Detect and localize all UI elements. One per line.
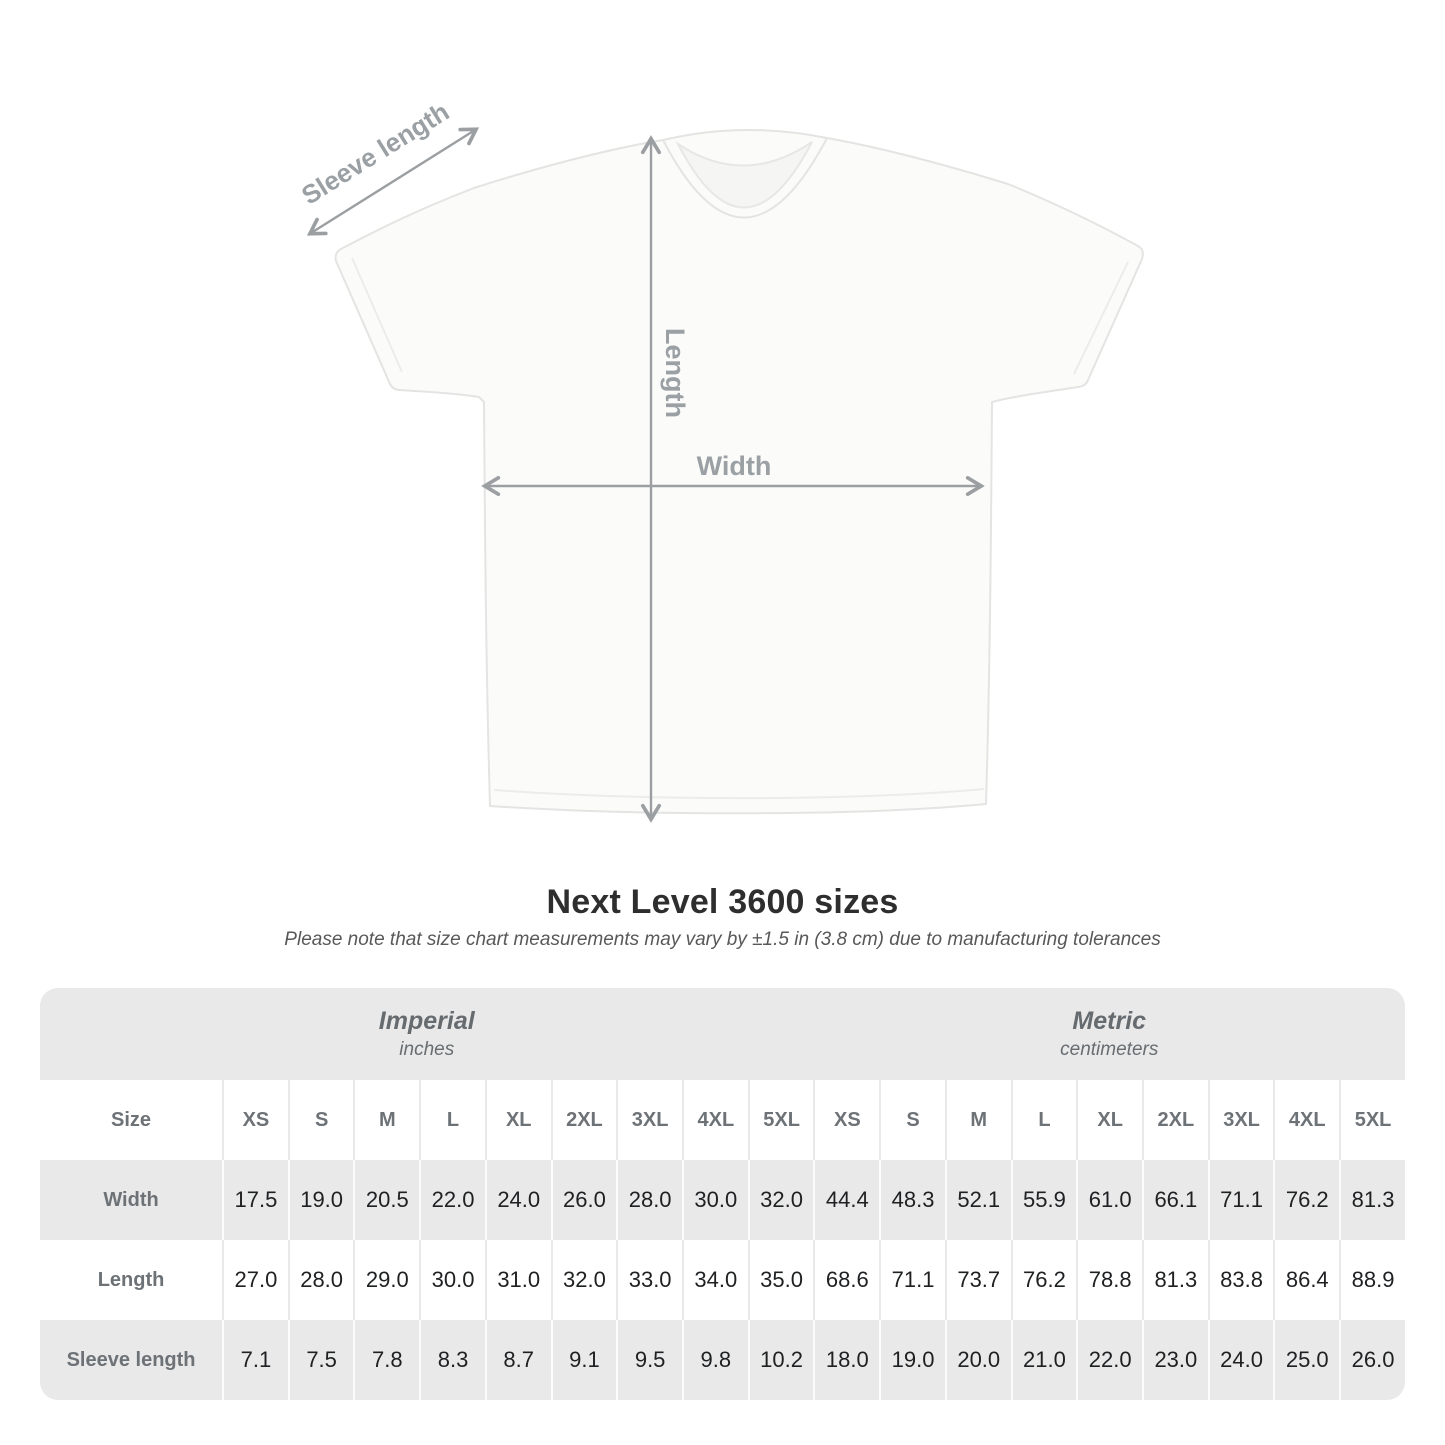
metric-title: Metric: [1072, 1007, 1147, 1035]
size-col-imperial-2xl: 2XL: [551, 1080, 617, 1160]
sleeve-length-metric-2xl: 23.0: [1142, 1320, 1208, 1400]
length-metric-3xl: 83.8: [1208, 1240, 1274, 1320]
width-imperial-3xl: 28.0: [616, 1160, 682, 1240]
width-imperial-5xl: 32.0: [748, 1160, 814, 1240]
length-metric-4xl: 86.4: [1273, 1240, 1339, 1320]
length-metric-xs: 68.6: [813, 1240, 879, 1320]
imperial-unit: inches: [399, 1039, 455, 1060]
width-imperial-xl: 24.0: [485, 1160, 551, 1240]
length-imperial-5xl: 35.0: [748, 1240, 814, 1320]
sleeve-length-imperial-4xl: 9.8: [682, 1320, 748, 1400]
sleeve-length-imperial-m: 7.8: [353, 1320, 419, 1400]
sleeve-length-imperial-2xl: 9.1: [551, 1320, 617, 1400]
length-metric-l: 76.2: [1011, 1240, 1077, 1320]
size-col-imperial-3xl: 3XL: [616, 1080, 682, 1160]
length-metric-xl: 78.8: [1076, 1240, 1142, 1320]
size-col-imperial-xs: XS: [222, 1080, 288, 1160]
size-col-imperial-4xl: 4XL: [682, 1080, 748, 1160]
size-col-metric-s: S: [879, 1080, 945, 1160]
width-metric-xl: 61.0: [1076, 1160, 1142, 1240]
size-col-metric-3xl: 3XL: [1208, 1080, 1274, 1160]
width-imperial-xs: 17.5: [222, 1160, 288, 1240]
size-col-metric-5xl: 5XL: [1339, 1080, 1405, 1160]
sleeve-length-metric-xs: 18.0: [813, 1320, 879, 1400]
width-imperial-2xl: 26.0: [551, 1160, 617, 1240]
length-imperial-xl: 31.0: [485, 1240, 551, 1320]
sleeve-length-metric-5xl: 26.0: [1339, 1320, 1405, 1400]
size-col-metric-m: M: [945, 1080, 1011, 1160]
size-col-metric-l: L: [1011, 1080, 1077, 1160]
length-imperial-2xl: 32.0: [551, 1240, 617, 1320]
width-metric-5xl: 81.3: [1339, 1160, 1405, 1240]
tolerance-note: Please note that size chart measurements may vary by ±1.5 in (3.8 cm) due to manufacturing tolerances: [284, 929, 1161, 950]
sleeve-length-imperial-l: 8.3: [419, 1320, 485, 1400]
width-metric-3xl: 71.1: [1208, 1160, 1274, 1240]
sleeve-length-imperial-3xl: 9.5: [616, 1320, 682, 1400]
sleeve-length-metric-m: 20.0: [945, 1320, 1011, 1400]
length-imperial-xs: 27.0: [222, 1240, 288, 1320]
size-table: [40, 988, 1405, 1400]
width-metric-2xl: 66.1: [1142, 1160, 1208, 1240]
size-header-row: [40, 1080, 1405, 1160]
length-metric-2xl: 81.3: [1142, 1240, 1208, 1320]
width-metric-m: 52.1: [945, 1160, 1011, 1240]
sleeve-length-imperial-5xl: 10.2: [748, 1320, 814, 1400]
imperial-header: [40, 988, 813, 1080]
sleeve-length-metric-3xl: 24.0: [1208, 1320, 1274, 1400]
width-imperial-s: 19.0: [288, 1160, 354, 1240]
sleeve-length-metric-4xl: 25.0: [1273, 1320, 1339, 1400]
size-col-metric-4xl: 4XL: [1273, 1080, 1339, 1160]
size-col-imperial-s: S: [288, 1080, 354, 1160]
sleeve-length-imperial-xl: 8.7: [485, 1320, 551, 1400]
sleeve-length-imperial-s: 7.5: [288, 1320, 354, 1400]
imperial-title: Imperial: [378, 1007, 475, 1035]
width-metric-s: 48.3: [879, 1160, 945, 1240]
sleeve-length-label: Sleeve length: [296, 96, 455, 211]
length-imperial-s: 28.0: [288, 1240, 354, 1320]
length-imperial-m: 29.0: [353, 1240, 419, 1320]
sleeve-length-metric-l: 21.0: [1011, 1320, 1077, 1400]
length-metric-s: 71.1: [879, 1240, 945, 1320]
sleeve-length-imperial-xs: 7.1: [222, 1320, 288, 1400]
measurement-row-width: [40, 1160, 1405, 1240]
unit-header-row: [40, 988, 1405, 1080]
metric-unit: centimeters: [1060, 1039, 1159, 1060]
measurement-row-length: [40, 1240, 1405, 1320]
size-col-imperial-5xl: 5XL: [748, 1080, 814, 1160]
row-label-width: Width: [40, 1160, 222, 1240]
sleeve-length-metric-xl: 22.0: [1076, 1320, 1142, 1400]
page-title: Next Level 3600 sizes: [546, 883, 899, 921]
size-col-imperial-m: M: [353, 1080, 419, 1160]
row-label-sleeve-length: Sleeve length: [40, 1320, 222, 1400]
width-metric-4xl: 76.2: [1273, 1160, 1339, 1240]
size-col-imperial-xl: XL: [485, 1080, 551, 1160]
width-imperial-l: 22.0: [419, 1160, 485, 1240]
sleeve-length-metric-s: 19.0: [879, 1320, 945, 1400]
size-col-imperial-l: L: [419, 1080, 485, 1160]
width-imperial-m: 20.5: [353, 1160, 419, 1240]
width-label: Width: [696, 451, 772, 481]
row-label-length: Length: [40, 1240, 222, 1320]
length-metric-5xl: 88.9: [1339, 1240, 1405, 1320]
length-metric-m: 73.7: [945, 1240, 1011, 1320]
size-col-metric-xl: XL: [1076, 1080, 1142, 1160]
width-imperial-4xl: 30.0: [682, 1160, 748, 1240]
length-imperial-3xl: 33.0: [616, 1240, 682, 1320]
length-imperial-l: 30.0: [419, 1240, 485, 1320]
length-imperial-4xl: 34.0: [682, 1240, 748, 1320]
metric-header: [813, 988, 1405, 1080]
size-col-metric-2xl: 2XL: [1142, 1080, 1208, 1160]
width-metric-l: 55.9: [1011, 1160, 1077, 1240]
measurement-row-sleeve-length: [40, 1320, 1405, 1400]
size-column-label: Size: [40, 1080, 222, 1160]
width-metric-xs: 44.4: [813, 1160, 879, 1240]
size-col-metric-xs: XS: [813, 1080, 879, 1160]
length-label: Length: [660, 328, 690, 418]
